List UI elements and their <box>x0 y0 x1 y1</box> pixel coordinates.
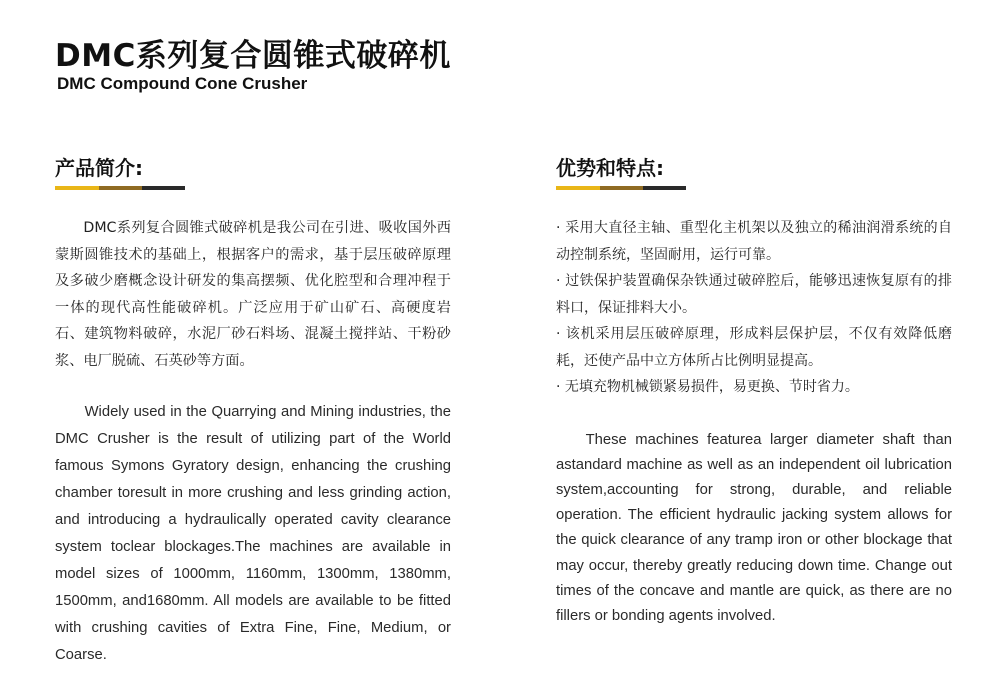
intro-text-en: Widely used in the Quarrying and Mining industries, the DMC Crusher is the result of utilizing part of the World famous Symons Gyratory design, enhancing the crushing chamber toresult in more crushing and less grinding action, and introducing a hydraulically operated cavity clearance system toclear blockages.The machines are available in model sizes of 1000mm, 1160mm, 1300mm, 1380mm, 1500mm, and1680mm. All models are available to be fitted with crushing cavities of Extra Fine, Fine, Medium, or Coarse. <box>55 404 451 663</box>
underline-segment-gold <box>55 186 99 190</box>
intro-heading-underline <box>55 186 185 190</box>
features-heading-underline <box>556 186 686 190</box>
feature-item: · 无填充物机械锁紧易损件，易更换、节时省力。 <box>556 379 859 395</box>
features-section <box>556 154 952 629</box>
features-text-en: These machines featurea larger diameter shaft than astandard machine as well as an independent oil lubrication system,accounting for strong, durable, and reliable operation. The efficient hydraulic jacking system allows for the quick clearance of any tramp iron or other blockage that may occur, thereby greatly reducing down time. Change out times of the concave and mantle are quick, as there are no fillers or bonding agents involved. <box>556 431 952 624</box>
feature-item: · 采用大直径主轴、重型化主机架以及独立的稀油润滑系统的自动控制系统，坚固耐用，运行可靠。 <box>556 220 952 263</box>
features-list <box>556 215 952 401</box>
feature-item: · 该机采用层压破碎原理，形成料层保护层，不仅有效降低磨耗，还使产品中立方体所占比例明显提高。 <box>556 326 952 369</box>
intro-heading: 产品简介: <box>55 156 143 180</box>
underline-segment-bronze <box>99 186 142 190</box>
underline-segment-bronze <box>600 186 643 190</box>
features-heading: 优势和特点: <box>556 156 664 180</box>
page-title-en: DMC Compound Cone Crusher <box>57 74 308 93</box>
underline-segment-gold <box>556 186 600 190</box>
underline-segment-dark <box>643 186 686 190</box>
intro-section <box>55 154 451 669</box>
underline-segment-dark <box>142 186 185 190</box>
page-title-cn: DMC系列复合圆锥式破碎机 <box>55 38 451 74</box>
intro-text-cn: DMC系列复合圆锥式破碎机是我公司在引进、吸收国外西蒙斯圆锥技术的基础上，根据客户的需求，基于层压破碎原理及多破少磨概念设计研发的集高摆频、优化腔型和合理冲程于一体的现代高性能破碎机。广泛应用于矿山矿石、高硬度岩石、建筑物料破碎，水泥厂砂石料场、混凝土搅拌站、干粉砂浆、电厂脱硫、石英砂等方面。 <box>55 220 451 369</box>
feature-item: · 过铁保护装置确保杂铁通过破碎腔后，能够迅速恢复原有的排料口，保证排料大小。 <box>556 273 952 316</box>
